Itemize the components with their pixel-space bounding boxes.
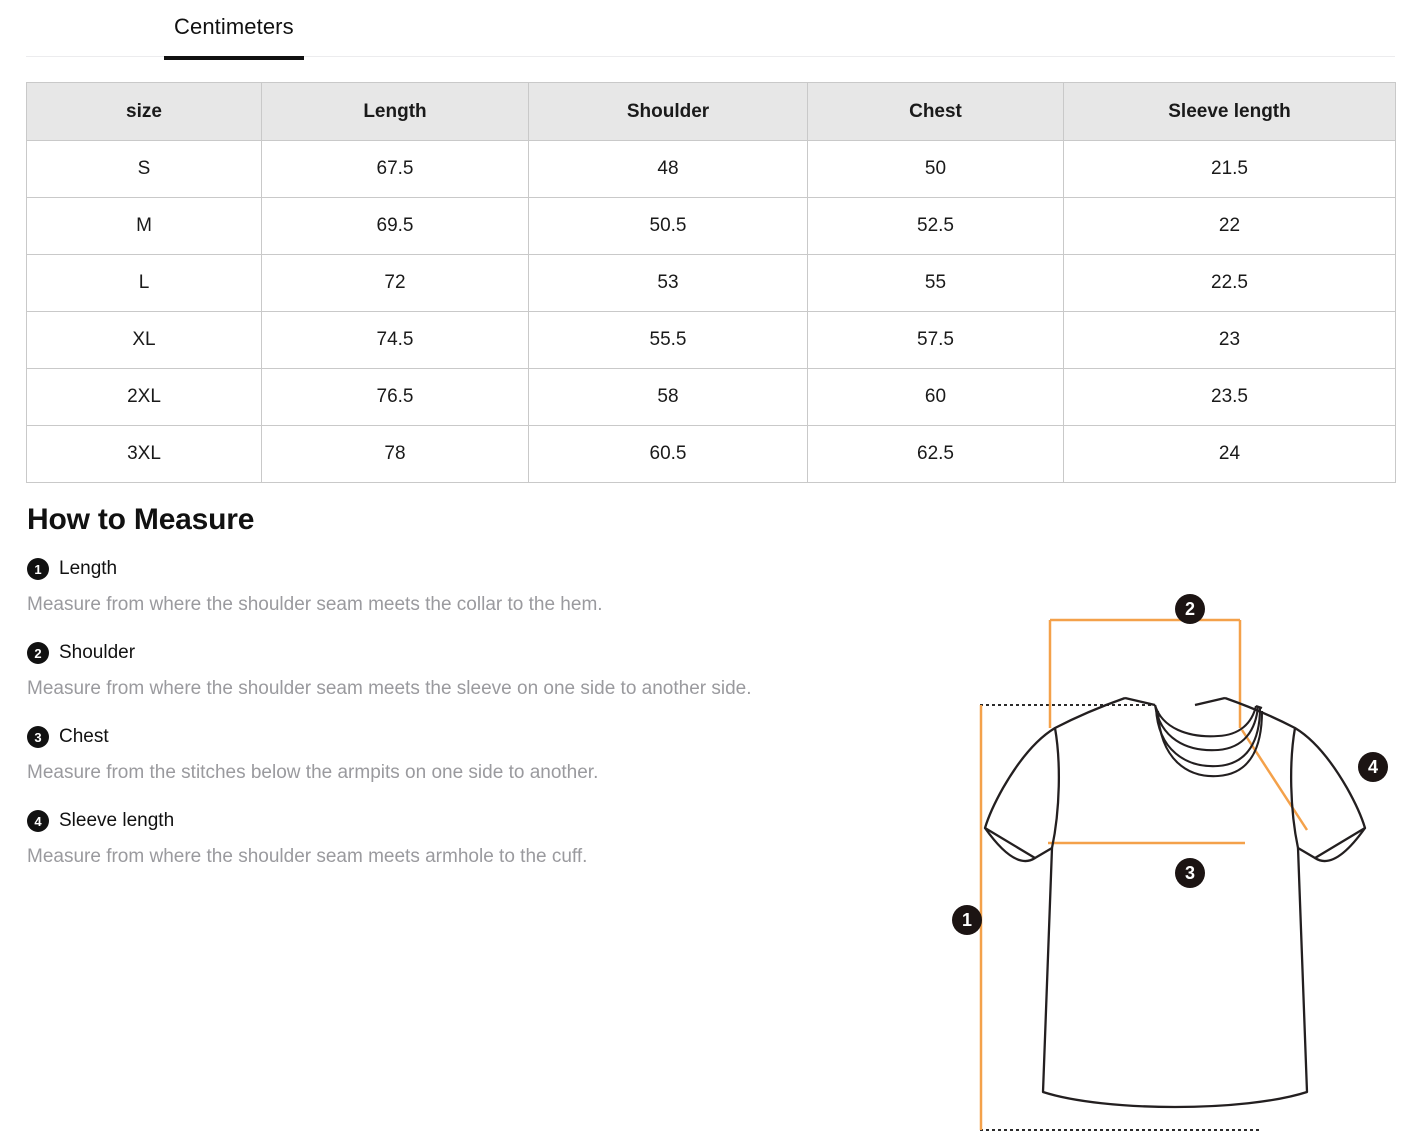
how-to-measure-title: How to Measure: [27, 503, 255, 536]
measure-description-length: Measure from where the shoulder seam meets the collar to the hem.: [27, 594, 603, 615]
cell-sleeve-length: 22: [1064, 198, 1396, 255]
measure-item-shoulder: [27, 640, 907, 702]
cell-size: M: [27, 198, 262, 255]
tshirt-left-shoulder-seam: [1125, 698, 1155, 705]
cell-sleeve-length: 23.5: [1064, 369, 1396, 426]
tab-centimeters-label: Centimeters: [174, 14, 294, 39]
measure-head: [27, 724, 907, 750]
how-to-measure-section: [27, 500, 907, 892]
tshirt-body-outline: [1043, 848, 1307, 1107]
cell-shoulder: 55.5: [529, 312, 808, 369]
cell-length: 74.5: [262, 312, 529, 369]
measure-head: [27, 808, 907, 834]
cell-length: 76.5: [262, 369, 529, 426]
tshirt-diagram-svg: [930, 580, 1410, 1135]
cell-length: 69.5: [262, 198, 529, 255]
table-row: [27, 198, 1396, 255]
cell-sleeve-length: 22.5: [1064, 255, 1396, 312]
cell-shoulder: 50.5: [529, 198, 808, 255]
table-header-row: [27, 83, 1396, 141]
unit-tab-bar: [26, 0, 1395, 57]
number-badge-1-icon: 1: [27, 558, 49, 580]
column-header-chest: Chest: [808, 83, 1064, 141]
measure-item-length: [27, 556, 907, 618]
measure-head: [27, 556, 907, 582]
measure-item-chest: [27, 724, 907, 786]
cell-sleeve-length: 21.5: [1064, 141, 1396, 198]
cell-sleeve-length: 23: [1064, 312, 1396, 369]
number-badge-3-icon: 3: [27, 726, 49, 748]
cell-shoulder: 58: [529, 369, 808, 426]
measure-item-sleeve-length: [27, 808, 907, 870]
cell-chest: 57.5: [808, 312, 1064, 369]
number-badge-2-icon: 2: [27, 642, 49, 664]
cell-size: 2XL: [27, 369, 262, 426]
diagram-marker-2-icon: 2: [1175, 594, 1205, 624]
cell-chest: 62.5: [808, 426, 1064, 483]
tshirt-right-armhole-seam: [1291, 728, 1298, 848]
cell-chest: 55: [808, 255, 1064, 312]
measure-description-sleeve-length: Measure from where the shoulder seam meets armhole to the cuff.: [27, 846, 588, 867]
measure-description-chest: Measure from the stitches below the armpits on one side to another.: [27, 762, 599, 783]
cell-size: L: [27, 255, 262, 312]
table-row: [27, 426, 1396, 483]
size-chart-table: [26, 82, 1396, 483]
column-header-shoulder: Shoulder: [529, 83, 808, 141]
size-chart-table-container: [26, 82, 1395, 483]
cell-shoulder: 53: [529, 255, 808, 312]
cell-length: 78: [262, 426, 529, 483]
cell-chest: 50: [808, 141, 1064, 198]
number-badge-4-icon: 4: [27, 810, 49, 832]
cell-size: 3XL: [27, 426, 262, 483]
measure-label-sleeve-length: Sleeve length: [59, 810, 175, 831]
measure-label-shoulder: Shoulder: [59, 642, 136, 663]
table-row: [27, 141, 1396, 198]
cell-size: XL: [27, 312, 262, 369]
diagram-marker-1-icon: 1: [952, 905, 982, 935]
diagram-marker-4-icon: 4: [1358, 752, 1388, 782]
cell-length: 67.5: [262, 141, 529, 198]
measure-label-chest: Chest: [59, 726, 109, 747]
tshirt-right-shoulder-seam: [1195, 698, 1225, 705]
tshirt-measurement-diagram: [930, 580, 1410, 1135]
cell-shoulder: 60.5: [529, 426, 808, 483]
table-row: [27, 369, 1396, 426]
column-header-sleeve-length: Sleeve length: [1064, 83, 1396, 141]
measure-head: [27, 640, 907, 666]
cell-chest: 60: [808, 369, 1064, 426]
tab-centimeters[interactable]: [164, 12, 304, 60]
table-row: [27, 312, 1396, 369]
cell-size: S: [27, 141, 262, 198]
measure-label-length: Length: [59, 558, 118, 579]
cell-chest: 52.5: [808, 198, 1064, 255]
measure-description-shoulder: Measure from where the shoulder seam meets the sleeve on one side to another side.: [27, 678, 752, 699]
diagram-marker-3-icon: 3: [1175, 858, 1205, 888]
table-row: [27, 255, 1396, 312]
cell-shoulder: 48: [529, 141, 808, 198]
column-header-size: size: [27, 83, 262, 141]
column-header-length: Length: [262, 83, 529, 141]
cell-sleeve-length: 24: [1064, 426, 1396, 483]
tshirt-left-armhole-seam: [1052, 728, 1059, 848]
cell-length: 72: [262, 255, 529, 312]
